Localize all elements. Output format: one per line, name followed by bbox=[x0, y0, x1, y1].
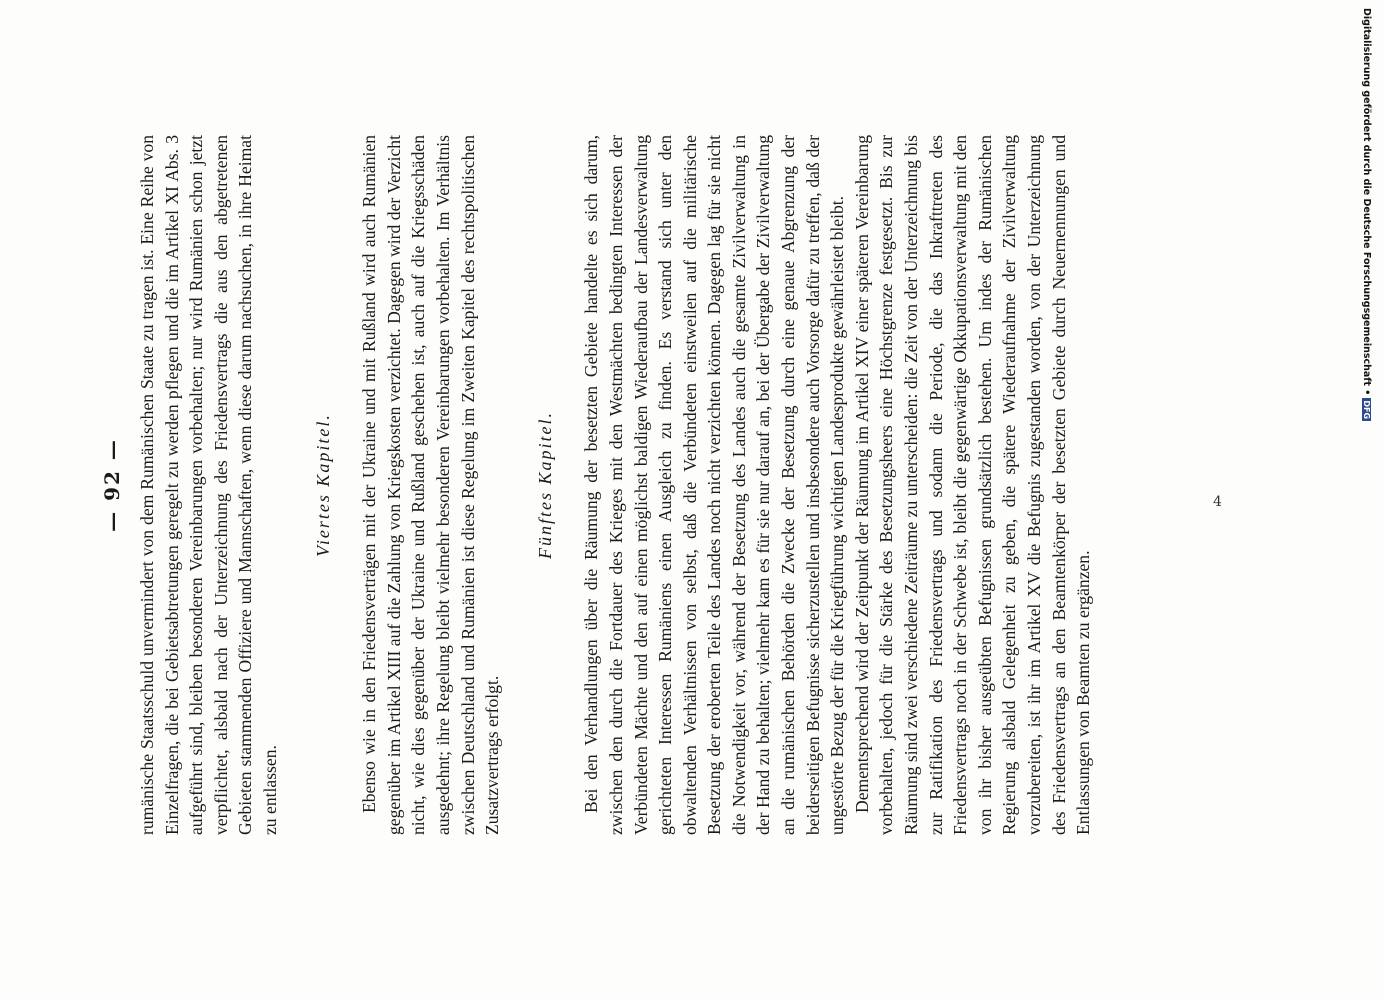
intro-paragraph: rumänische Staatsschuld unvermindert von dem Rumänischen Staate zu tragen ist. Eine Reihe von Einzelfragen, die bei Gebietsabtretungen geregelt zu werden pflegen und die im Artikel XI Abs. 3 aufgeführt sind, bleiben besonderen Vereinbarungen vorbehalten; nur wird Rumänien schon jetzt verpflichtet, alsbald nach der Unterzeichnung des Friedensvertrags die aus den abgetretenen Gebieten stammenden Offiziere und Mannschaften, wenn diese darum nachsuchen, in ihre Heimat zu entlassen. bbox=[137, 135, 280, 835]
digitization-watermark bbox=[1358, 8, 1372, 1004]
chapter-five-paragraph-1: Bei den Verhandlungen über die Räumung der besetzten Gebiete handelte es sich darum, zwischen den durch die Fortdauer des Krieges mit den Westmächten bedingten Interessen der Verbündeten Mächte und den auf einen möglichst baldigen Wiederaufbau der Landesverwaltung gerichteten Interessen Rumäniens einen Ausgleich zu finden. Es verstand sich unter den obwaltenden Verhältnissen von selbst, daß die Verbündeten einstweilen auf die militärische Besetzung der eroberten Teile des Landes noch nicht verzichten können. Dagegen lag für sie nicht die Notwendigkeit vor, während der Besetzung des Landes auch die gesamte Zivilverwaltung in der Hand zu behalten; vielmehr kam es für sie nur darauf an, bei der Übergabe der Zivilverwaltung an die rumänischen Behörden die Zwecke der Besetzung durch eine genaue Abgrenzung der beiderseitigen Befugnisse sicherzustellen und insbesondere auch Vorsorge dafür zu treffen, daß der ungestörte Bezug der für die Kriegführung wichtigen Landesprodukte gewährleistet bleibt. bbox=[581, 135, 848, 835]
page-number: — 92 — bbox=[100, 438, 124, 532]
document-body bbox=[135, 135, 1096, 835]
chapter-five-heading: Fünftes Kapitel. bbox=[534, 411, 555, 559]
chapter-five-paragraph-2: Dementsprechend wird der Zeitpunkt der Räumung im Artikel XIV einer späteren Vereinbarung vorbehalten, jedoch für die Stärke des Besetzungsheers eine Höchstgrenze festgesetzt. Bis zur Räumung sind zwei verschiedene Zeiträume zu unterscheiden: die Zeit von der Unterzeichnung bis zur Ratifikation des Friedensvertrags und sodann die Periode, die das Inkrafttreten des Friedensvertrags noch in der Schwebe ist, bleibt die gegenwärtige Okkupationsverwaltung mit den von ihr bisher ausgeübten Befugnissen grundsätzlich bestehen. Um indes der Rumänischen Regierung alsbald Gelegenheit zu geben, die spätere Wiederaufnahme der Zivilverwaltung vorzubereiten, ist ihr im Artikel XV die Befugnis zugestanden worden, von der Unterzeichnung des Friedensvertrags an den Beamtenkörper der besetzten Gebiete durch Neuernennungen und Entlassungen von Beamten zu ergänzen. bbox=[851, 135, 1094, 835]
signature-mark: 4 bbox=[1213, 494, 1222, 510]
dfg-logo: DFG bbox=[1362, 400, 1371, 420]
watermark-text: Digitalisierung gefördert durch die Deutsche Forschungsgemeinschaft • bbox=[1361, 8, 1372, 396]
chapter-four-paragraph: Ebenso wie in den Friedensverträgen mit der Ukraine und mit Rußland wird auch Rumänien gegenüber im Artikel XIII auf die Zahlung von Kriegskosten verzichtet. Dagegen wird der Verzicht nicht, wie dies gegenüber der Ukraine und Rußland geschehen ist, auch auf die Kriegsschäden ausgedehnt; ihre Regelung bleibt vielmehr besonderen Vereinbarungen vorbehalten. Im Verhältnis zwischen Deutschland und Rumänien ist diese Regelung im Zweiten Kapitel des rechtspolitischen Zusatzvertrags erfolgt. bbox=[359, 135, 503, 835]
rotated-document-page bbox=[100, 135, 1200, 835]
chapter-four-heading: Viertes Kapitel. bbox=[312, 413, 333, 557]
